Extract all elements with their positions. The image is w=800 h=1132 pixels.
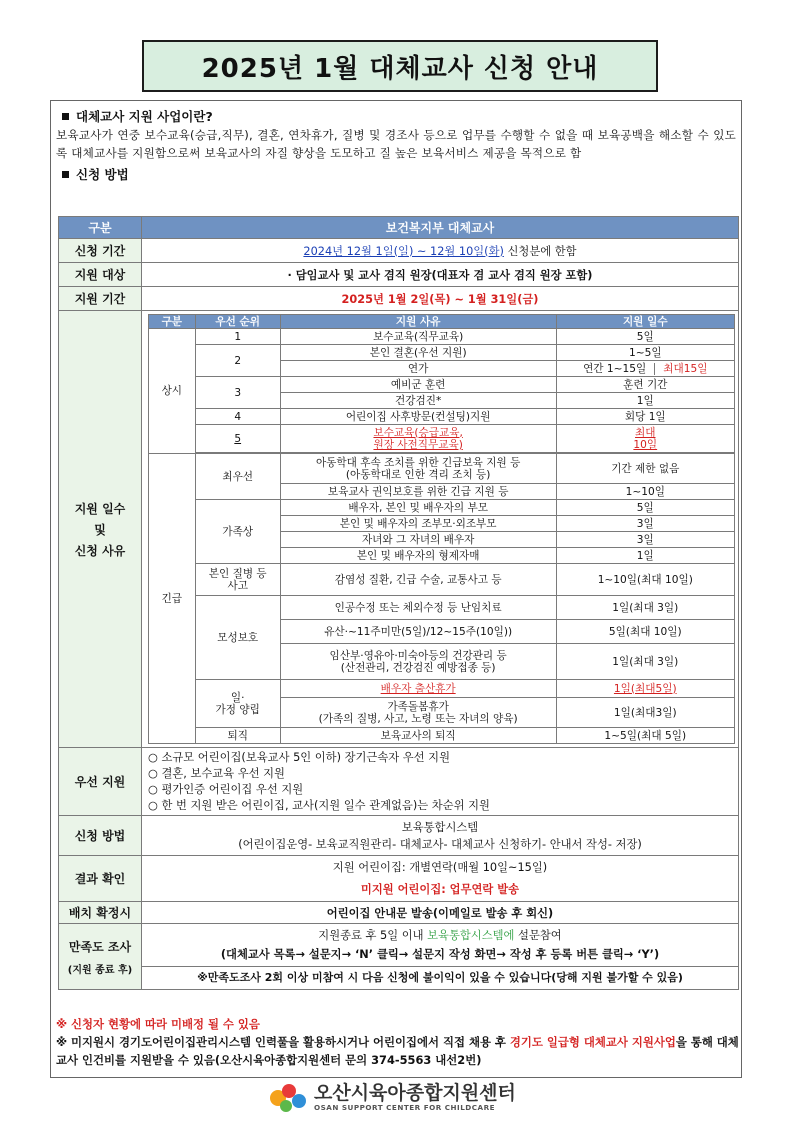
label-method: 신청 방법 [59, 816, 142, 856]
result-value [142, 856, 739, 902]
days-infertility: 1일(최대 3일) [556, 596, 734, 620]
days-family-4: 1일 [556, 548, 734, 564]
label-support-period: 지원 기간 [59, 287, 142, 311]
days-child-abuse: 기간 제한 없음 [556, 454, 734, 484]
target-value: · 담임교사 및 교사 겸직 원장(대표자 겸 교사 겸직 원장 포함) [142, 263, 739, 287]
section-heading-method: 신청 방법 [76, 167, 129, 182]
priority-item: ○ 소규모 어린이집(보육교사 5인 이하) 장기근속자 우선 지원 [148, 750, 450, 764]
method-heading [56, 166, 736, 184]
reason-child-abuse [280, 454, 556, 484]
reason-family-care-line2: (가족의 질병, 사고, 노령 또는 자녀의 양육) [318, 712, 518, 725]
label-survey-line1: 만족도 조사 [68, 939, 132, 954]
rank-1: 1 [195, 329, 280, 345]
days-checkup: 1일 [556, 393, 734, 409]
method-line2: (어린이집운영- 보육교직원관리- 대체교사- 대체교사 신청하기- 안내서 작성- 저장) [238, 837, 642, 851]
apply-period-dates: 2024년 12월 1일(일) ~ 12월 10일(화) [303, 244, 504, 258]
category-urgent: 긴급 [149, 454, 196, 744]
page-title: 2025년 1월 대체교사 신청 안내 [142, 40, 658, 92]
reason-reserve: 예비군 훈련 [280, 377, 556, 393]
survey-line1-suffix: 설문참여 [514, 929, 562, 942]
support-period-value: 2025년 1월 2일(목) ~ 1월 31일(금) [142, 287, 739, 311]
rank-family: 가족상 [195, 500, 280, 564]
rank-sickness-line1: 본인 질병 등 [208, 567, 267, 580]
note-2-highlight: 경기도 일급형 대체교사 지원사업 [509, 1035, 676, 1049]
rank-work-family-line2: 가정 양립 [215, 703, 260, 716]
reason-infertility: 인공수정 또는 체외수정 등 난임치료 [280, 596, 556, 620]
days-retire: 1~5일(최대 5일) [556, 728, 734, 744]
survey-line2: (대체교사 목록→ 설문지→ ‘N’ 클릭→ 설문지 작성 화면→ 작성 후 등록 버튼 클릭→ ‘Y’) [220, 948, 660, 961]
label-survey [59, 924, 142, 990]
reason-family-1: 배우자, 본인 및 배우자의 부모 [280, 500, 556, 516]
days-family-2: 3일 [556, 516, 734, 532]
days-marriage: 1~5일 [556, 345, 734, 361]
priority-item: ○ 평가인증 어린이집 우선 지원 [148, 782, 304, 796]
info-table [58, 216, 739, 990]
center-name-english: OSAN SUPPORT CENTER FOR CHILDCARE [314, 1102, 496, 1112]
survey-warning: ※만족도조사 2회 이상 미참여 시 다음 신청에 불이익이 있을 수 있습니다(당해 지원 불가할 수 있음) [142, 966, 738, 989]
reason-prenatal-line1: 임산부·영유아·미숙아등의 건강관리 등 [329, 649, 507, 662]
intro-heading [56, 108, 736, 126]
survey-value [142, 924, 739, 990]
days-family-care: 1일(최대3일) [556, 698, 734, 728]
days-annual-leave-max: 최대15일 [654, 363, 707, 375]
inner-header-category: 구분 [149, 315, 196, 329]
square-bullet-icon [62, 171, 69, 178]
survey-line1 [142, 924, 738, 945]
reason-promotion-training [280, 425, 556, 453]
days-family-3: 3일 [556, 532, 734, 548]
result-line2: 미지원 어린이집: 업무연락 발송 [360, 882, 520, 896]
inner-header-reason: 지원 사유 [280, 315, 556, 329]
intro-paragraph: 보육교사가 연중 보수교육(승급,직무), 결혼, 연차휴가, 질병 및 경조사 등으로 업무를 수행할 수 없을 때 보육공백을 해소할 수 있도록 대체교사를 지원함으로써 보육교사의 자질 향상을 도모하고 질 높은 보육서비스 제공을 목적으로 함 [56, 128, 736, 160]
days-cell [142, 311, 739, 748]
footer-logo [270, 1080, 516, 1114]
reason-checkup: 건강검진* [280, 393, 556, 409]
method-value [142, 816, 739, 856]
reason-family-2: 본인 및 배우자의 조부모·외조부모 [280, 516, 556, 532]
note-1: ※ 신청자 현황에 따라 미배정 될 수 있음 [56, 1017, 260, 1031]
assign-value: 어린이집 안내문 발송(이메일로 발송 후 회신) [142, 902, 739, 924]
reason-promotion-line2: 원장 사전직무교육) [373, 438, 463, 451]
label-assign: 배치 확정시 [59, 902, 142, 924]
reason-family-3: 자녀와 그 자녀의 배우자 [280, 532, 556, 548]
days-miscarriage: 5일(최대 10일) [556, 620, 734, 644]
days-promotion-line2: 10일 [633, 438, 658, 451]
days-annual-leave-range: 연간 1~15일 [583, 362, 647, 375]
reason-family-4: 본인 및 배우자의 형제자매 [280, 548, 556, 564]
priority-list [142, 748, 739, 816]
reason-promotion-line1: 보수교육(승급교육, [373, 426, 463, 439]
days-inner-table [148, 314, 735, 744]
method-line1: 보육통합시스템 [401, 820, 479, 834]
days-teacher-rights: 1~10일 [556, 484, 734, 500]
rank-maternity: 모성보호 [195, 596, 280, 680]
reason-family-care-line1: 가족돌봄휴가 [387, 700, 449, 713]
days-promotion-line1: 최대 [635, 426, 656, 439]
label-days-line3: 신청 사유 [74, 543, 126, 558]
label-priority: 우선 지원 [59, 748, 142, 816]
reason-prenatal [280, 644, 556, 680]
days-paternity: 1일(최대5일) [556, 680, 734, 698]
rank-5: 5 [195, 425, 280, 453]
days-consulting: 회당 1일 [556, 409, 734, 425]
category-always: 상시 [149, 329, 196, 454]
reason-retire: 보육교사의 퇴직 [280, 728, 556, 744]
reason-miscarriage: 유산·~11주미만(5일)/12~15주(10일)) [280, 620, 556, 644]
label-target: 지원 대상 [59, 263, 142, 287]
days-prenatal: 1일(최대 3일) [556, 644, 734, 680]
reason-family-care [280, 698, 556, 728]
header-program: 보건복지부 대체교사 [142, 217, 739, 239]
rank-work-family-line1: 일· [230, 691, 245, 704]
days-training: 5일 [556, 329, 734, 345]
days-promotion-training [556, 425, 734, 453]
inner-header-days: 지원 일수 [556, 315, 734, 329]
reason-training: 보수교육(직무교육) [280, 329, 556, 345]
survey-line1-prefix: 지원종료 후 5일 이내 [318, 929, 428, 942]
rank-sickness-line2: 사고 [227, 579, 248, 592]
header-category: 구분 [59, 217, 142, 239]
priority-item: ○ 결혼, 보수교육 우선 지원 [148, 766, 285, 780]
note-2 [56, 1033, 740, 1069]
label-days-line2: 및 [94, 522, 106, 537]
reason-annual-leave: 연가 [280, 361, 556, 377]
label-result: 결과 확인 [59, 856, 142, 902]
rank-top: 최우선 [195, 454, 280, 500]
reason-child-abuse-line2: (아동학대로 인한 격리 조치 등) [345, 468, 491, 481]
days-family-1: 5일 [556, 500, 734, 516]
survey-line1-system: 보육통합시스템에 [427, 929, 515, 942]
label-apply-period: 신청 기간 [59, 239, 142, 263]
notes-section [56, 1015, 740, 1069]
result-line1: 지원 어린이집: 개별연락(매월 10일~15일) [332, 860, 548, 874]
inner-header-rank: 우선 순위 [195, 315, 280, 329]
reason-paternity: 배우자 출산휴가 [280, 680, 556, 698]
label-days-reasons [59, 311, 142, 748]
reason-consulting: 어린이집 사후방문(컨설팅)지원 [280, 409, 556, 425]
apply-period-value [142, 239, 739, 263]
rank-retire: 퇴직 [195, 728, 280, 744]
reason-prenatal-line2: (산전관리, 건강검진 예방접종 등) [340, 661, 496, 674]
reason-sickness: 감염성 질환, 긴급 수술, 교통사고 등 [280, 564, 556, 596]
reason-child-abuse-line1: 아동학대 후속 조치를 위한 긴급보육 지원 등 [315, 456, 521, 469]
label-survey-line2: (지원 종료 후) [67, 964, 133, 976]
center-logo-icon [270, 1082, 308, 1112]
apply-period-suffix: 신청분에 한함 [503, 244, 577, 258]
days-annual-leave [556, 361, 734, 377]
priority-item: ○ 한 번 지원 받은 어린이집, 교사(지원 일수 관계없음)는 차순위 지원 [148, 798, 490, 812]
rank-sickness [195, 564, 280, 596]
days-reserve: 훈련 기간 [556, 377, 734, 393]
rank-3: 3 [195, 377, 280, 409]
center-name: 오산시육아종합지원센터 [314, 1081, 516, 1104]
rank-work-family [195, 680, 280, 728]
rank-2: 2 [195, 345, 280, 377]
note-2-text-c: 을 통해 대체교사 인건비를 지원받을 수 있음(오산시육아종합지원센터 문의 374-5563 내선2번) [56, 1035, 739, 1067]
days-sickness: 1~10일(최대 10일) [556, 564, 734, 596]
intro-section [56, 108, 736, 184]
reason-marriage: 본인 결혼(우선 지원) [280, 345, 556, 361]
section-heading-about: 대체교사 지원 사업이란? [76, 109, 213, 124]
reason-teacher-rights: 보육교사 권익보호를 위한 긴급 지원 등 [280, 484, 556, 500]
note-2-text-a: ※ 미지원시 경기도어린이집관리시스템 인력풀을 활용하시거나 어린이집에서 직접 채용 후 [56, 1035, 510, 1049]
label-days-line1: 지원 일수 [74, 501, 126, 516]
rank-4: 4 [195, 409, 280, 425]
square-bullet-icon [62, 113, 69, 120]
